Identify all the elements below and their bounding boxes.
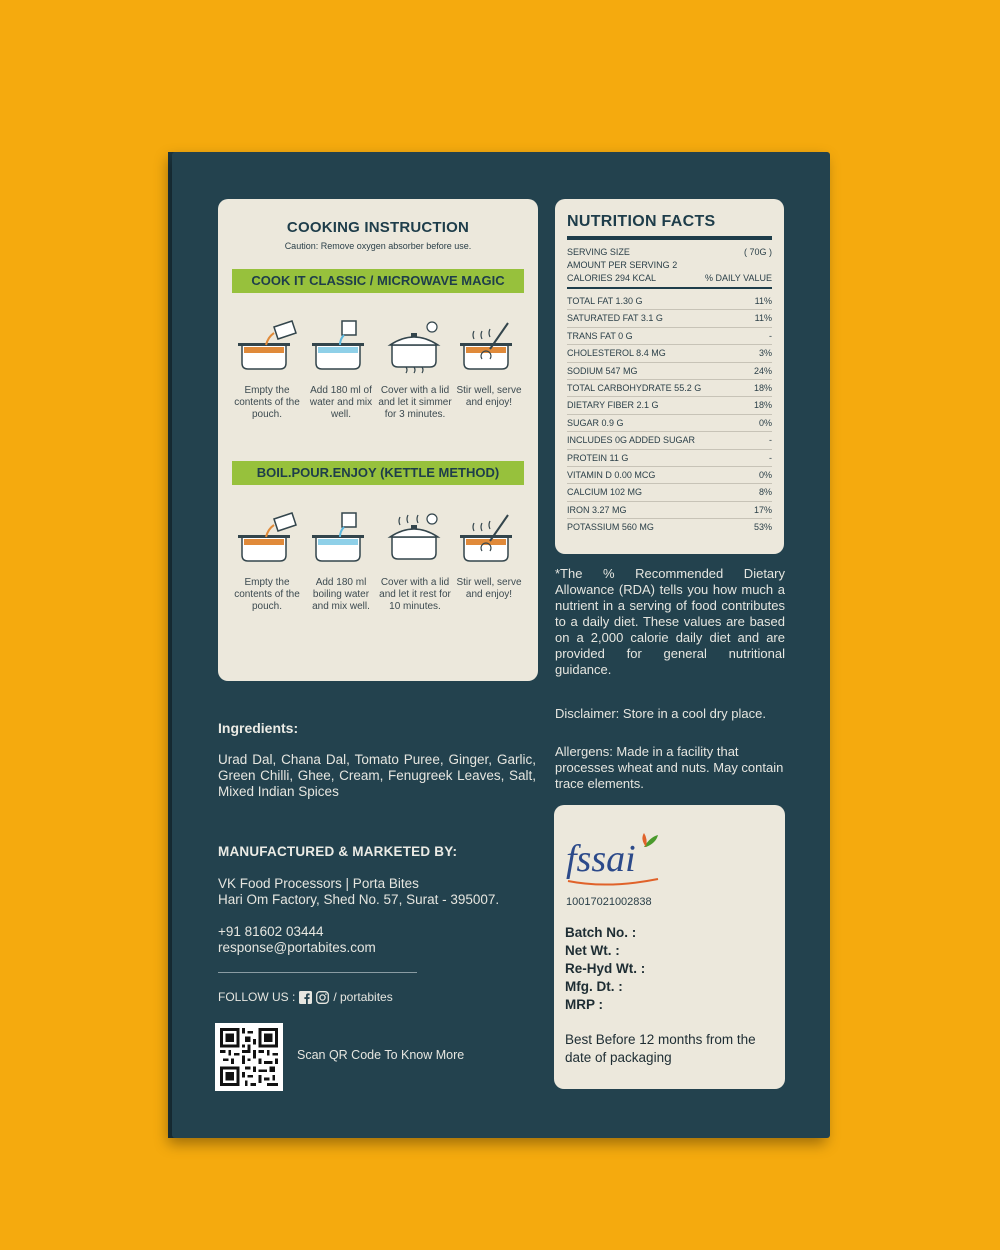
method2-step-1	[230, 509, 304, 613]
method1-step-2	[304, 317, 378, 421]
nutrition-facts-card	[555, 199, 784, 554]
nutrient-daily-value: -	[769, 330, 772, 341]
facebook-icon	[299, 991, 312, 1004]
manufacturer-email: response@portabites.com	[218, 940, 376, 955]
nutrient-name: DIETARY FIBER 2.1 G	[567, 400, 659, 411]
nutrient-daily-value: -	[769, 452, 772, 463]
method1-steps	[230, 317, 526, 421]
pour-pouch-icon	[234, 317, 300, 381]
allergens: Allergens: Made in a facility that processes wheat and nuts. May contain trace elements.	[555, 744, 784, 791]
nutrition-row	[567, 328, 772, 345]
method1-step-4-text: Stir well, serve and enjoy!	[456, 385, 522, 408]
nutrient-daily-value: 17%	[753, 504, 772, 515]
serving-size-value: ( 70G )	[743, 247, 772, 257]
disclaimer: Disclaimer: Store in a cool dry place.	[555, 706, 766, 721]
nutrition-rule	[567, 236, 772, 240]
nutrient-name: TRANS FAT 0 G	[567, 330, 633, 341]
stir-pot-icon	[456, 317, 522, 381]
nutrient-name: TOTAL CARBOHYDRATE 55.2 G	[567, 382, 702, 393]
method1-band: COOK IT CLASSIC / MICROWAVE MAGIC	[232, 269, 524, 293]
method2-step-2	[304, 509, 378, 613]
nutrition-row	[567, 484, 772, 501]
fssai-logo-text: fssai	[566, 838, 636, 880]
method1-step-3	[378, 317, 452, 421]
nutrient-daily-value: 11%	[754, 296, 772, 306]
rda-note: *The % Recommended Dietary Allowance (RDA) tells you how much a nutrient in a serving of food contributes to a daily diet. These values are based on a 2,000 calorie daily diet and are provided for general nutritional guidance.	[555, 566, 785, 677]
method1-step-4	[452, 317, 526, 421]
nutrition-row	[567, 450, 772, 467]
stir-pot-icon	[456, 509, 522, 573]
nutrition-rule-2	[567, 287, 772, 289]
method1-step-2-text: Add 180 ml of water and mix well.	[309, 385, 373, 420]
covered-pot-timer-icon	[382, 509, 448, 573]
qr-code	[215, 1023, 283, 1091]
method1-step-1	[230, 317, 304, 421]
cooking-caution: Caution: Remove oxygen absorber before use.	[284, 241, 472, 251]
mrp-label: MRP :	[565, 997, 604, 1012]
cooking-title: COOKING INSTRUCTION	[286, 219, 470, 236]
batch-no-label: Batch No. :	[565, 925, 637, 940]
nutrient-daily-value: 18%	[753, 400, 772, 411]
method2-step-2-text: Add 180 ml boiling water and mix well.	[312, 577, 370, 612]
ingredients-text: Urad Dal, Chana Dal, Tomato Puree, Ginger, Garlic, Green Chilli, Ghee, Cream, Fenugreek Leaves, Salt, Mixed Indian Spices	[218, 752, 536, 799]
nutrition-row	[567, 397, 772, 414]
follow-label: FOLLOW US :	[218, 990, 296, 1004]
nutrient-daily-value: -	[769, 435, 772, 446]
nutrition-row	[567, 519, 772, 536]
manufacturer-title: MANUFACTURED & MARKETED BY:	[218, 844, 458, 859]
nutrient-daily-value: 11%	[754, 313, 772, 324]
manufacturer-phone: +91 81602 03444	[218, 924, 324, 939]
manufacturer-address: Hari Om Factory, Shed No. 57, Surat - 395007.	[218, 892, 500, 907]
nutrient-name: CALCIUM 102 MG	[567, 487, 643, 498]
method1-step-3-text: Cover with a lid and let it simmer for 3 minutes.	[378, 385, 452, 420]
serving-size-line	[567, 246, 772, 259]
nutrition-row	[567, 502, 772, 519]
mfg-date-label: Mfg. Dt. :	[565, 979, 623, 994]
pour-pouch-icon	[234, 509, 300, 573]
method2-step-4	[452, 509, 526, 613]
nutrition-row	[567, 363, 772, 380]
qr-text: Scan QR Code To Know More	[297, 1048, 465, 1062]
nutrition-row	[567, 467, 772, 484]
re-hyd-wt-label: Re-Hyd Wt. :	[565, 961, 646, 976]
nutrient-name: SATURATED FAT 3.1 G	[567, 313, 663, 324]
method2-step-3	[378, 509, 452, 613]
nutrient-name: SUGAR 0.9 G	[567, 417, 624, 428]
nutrition-row	[567, 432, 772, 449]
nutrient-name: SODIUM 547 MG	[567, 365, 638, 376]
nutrient-daily-value: 8%	[758, 487, 772, 498]
method2-steps	[230, 509, 526, 613]
covered-pot-timer-icon	[382, 317, 448, 381]
method2-step-3-text: Cover with a lid and let it rest for 10 minutes.	[379, 577, 451, 612]
method2-step-1-text: Empty the contents of the pouch.	[234, 577, 300, 612]
nutrient-name: POTASSIUM 560 MG	[567, 522, 654, 533]
fssai-license-number: 10017021002838	[566, 896, 652, 908]
nutrition-row	[567, 380, 772, 397]
nutrition-rows	[567, 293, 772, 536]
pour-water-icon	[308, 317, 374, 381]
nutrient-daily-value: 53%	[753, 522, 772, 533]
amount-per-serving-line	[567, 259, 772, 272]
social-handle: / portabites	[333, 990, 393, 1004]
nutrient-name: VITAMIN D 0.00 MCG	[567, 469, 656, 480]
net-wt-label: Net Wt. :	[565, 943, 620, 958]
nutrient-daily-value: 3%	[758, 348, 772, 359]
calories: CALORIES 294 KCAL	[567, 273, 657, 283]
cooking-instruction-card	[218, 199, 538, 681]
nutrient-daily-value: 24%	[753, 365, 772, 376]
nutrient-daily-value: 0%	[758, 417, 772, 428]
serving-size-label: SERVING SIZE	[567, 247, 630, 257]
daily-value-header: % DAILY VALUE	[704, 273, 772, 283]
pour-water-icon	[308, 509, 374, 573]
nutrition-row	[567, 345, 772, 362]
manufacturer-name: VK Food Processors | Porta Bites	[218, 876, 419, 891]
nutrition-row	[567, 310, 772, 327]
nutrient-daily-value: 0%	[758, 469, 772, 480]
divider	[218, 972, 417, 973]
best-before: Best Before 12 months from the date of packaging	[565, 1032, 756, 1065]
nutrition-title: NUTRITION FACTS	[567, 213, 716, 230]
nutrient-name: TOTAL FAT 1.30 G	[567, 296, 643, 306]
calories-line	[567, 272, 772, 285]
method1-step-1-text: Empty the contents of the pouch.	[234, 385, 300, 420]
amount-per-serving: AMOUNT PER SERVING 2	[567, 260, 678, 270]
follow-us	[218, 990, 393, 1004]
fssai-logo	[564, 827, 664, 889]
nutrition-row	[567, 293, 772, 310]
nutrient-name: PROTEIN 11 G	[567, 452, 629, 463]
nutrient-name: INCLUDES 0G ADDED SUGAR	[567, 435, 696, 446]
nutrient-daily-value: 18%	[753, 382, 772, 393]
instagram-icon	[316, 991, 329, 1004]
fssai-card	[554, 805, 785, 1089]
nutrition-row	[567, 415, 772, 432]
method2-band: BOIL.POUR.ENJOY (KETTLE METHOD)	[232, 461, 524, 485]
nutrient-name: IRON 3.27 MG	[567, 504, 627, 515]
nutrient-name: CHOLESTEROL 8.4 MG	[567, 348, 666, 359]
method2-step-4-text: Stir well, serve and enjoy!	[456, 577, 522, 600]
qr-code-icon	[220, 1028, 278, 1086]
ingredients-title: Ingredients:	[218, 720, 299, 736]
